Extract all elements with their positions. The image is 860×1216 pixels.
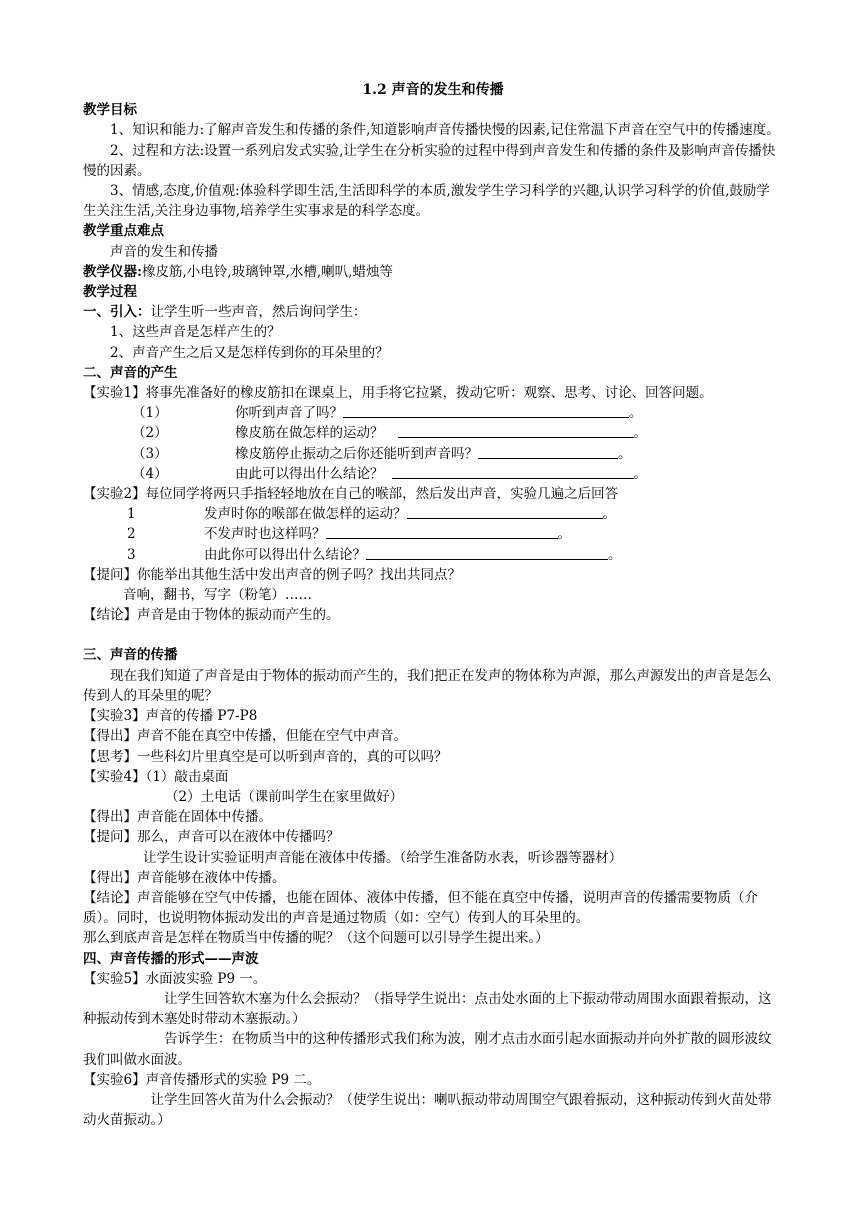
exp2-question-1 xyxy=(83,504,783,524)
intro-line xyxy=(83,302,783,322)
exp1-question-1 xyxy=(83,403,783,423)
s3-intro: 现在我们知道了声音是由于物体的振动而产生的，我们把正在发声的物体称为声源，那么声源发出的声音是怎么传到人的耳朵里的呢？ xyxy=(83,667,772,704)
s2-question-answer: 音响，翻书，写字（粉笔）…… xyxy=(123,587,312,604)
intro-heading: 一、引入： xyxy=(83,304,151,321)
s4-paragraph-3: 让学生回答火苗为什么会振动？（使学生说出：喇叭振动带动周围空气跟着振动，这种振动传到火苗处带动火苗振动。） xyxy=(83,1091,772,1129)
exp2-question-3 xyxy=(83,545,783,565)
goal-item-2: 2、过程和方法:设置一系列启发式实验,让学生在分析实验的过程中得到声音发生和传播的条件及影响声音传播快慢的因素。 xyxy=(83,142,776,179)
instruments-text: 橡皮筋,小电铃,玻璃钟罩,水槽,喇叭,蜡烛等 xyxy=(141,263,393,280)
experiment-4b: （2）土电话（课前叫学生在家里做好） xyxy=(165,788,404,805)
question-text: 由此你可以得出什么结论？ xyxy=(204,546,366,563)
experiment-6: 【实验6】声音传播形式的实验 P9 二。 xyxy=(83,1071,321,1088)
question-end: 。 xyxy=(608,546,622,563)
question-text: 发声时你的喉部在做怎样的运动？ xyxy=(204,506,407,523)
question-number: 2 xyxy=(127,526,136,543)
s3-design: 让学生设计实验证明声音能在液体中传播。（给学生准备防水表，听诊器等器材） xyxy=(143,849,623,866)
exp1-question-2 xyxy=(83,423,783,443)
key-text: 声音的发生和传播 xyxy=(110,243,218,260)
s4-paragraph-2: 告诉学生：在物质当中的这种传播形式我们称为波，刚才点击水面引起水面振动并向外扩散的圆形波纹我们叫做水面波。 xyxy=(83,1031,772,1068)
s2-conclusion: 【结论】声音是由于物体的振动而产生的。 xyxy=(83,607,340,624)
document-page xyxy=(83,80,783,1130)
question-text: 由此可以得出什么结论？ xyxy=(235,465,384,482)
experiment-4a: 【实验4】（1）敲击桌面 xyxy=(83,768,229,785)
answer-blank xyxy=(478,444,618,459)
question-end: 。 xyxy=(557,526,571,543)
question-end: 。 xyxy=(633,465,647,482)
s3-followup: 那么到底声音是怎样在物质当中传播的呢？（这个问题可以引导学生提出来。） xyxy=(83,930,549,947)
s2-question: 【提问】你能举出其他生活中发出声音的例子吗？找出共同点？ xyxy=(83,566,461,583)
question-number: 1 xyxy=(127,506,136,523)
answer-blank xyxy=(326,524,558,539)
s3-conclusion: 【结论】声音能够在空气中传播，也能在固体、液体中传播，但不能在真空中传播，说明声音的传播需要物质（介质）。同时，也说明物体振动发出的声音是通过物质（如：空气）传到人的耳朵里的。 xyxy=(83,889,758,927)
question-number: 3 xyxy=(127,546,136,563)
exp1-question-4 xyxy=(83,464,783,484)
s4-paragraph-1: 让学生回答软木塞为什么会振动？（指导学生说出：点击处水面的上下振动带动周围水面跟着振动，这种振动传到木塞处时带动木塞振动。） xyxy=(83,990,772,1028)
instruments-line xyxy=(83,262,783,282)
question-end: 。 xyxy=(633,425,647,442)
question-text: 橡皮筋停止振动之后你还能听到声音吗？ xyxy=(235,445,478,462)
intro-question-1: 1、这些声音是怎样产生的？ xyxy=(110,324,281,341)
experiment-3: 【实验3】声音的传播 P7-P8 xyxy=(83,708,258,725)
section-3-heading: 三、声音的传播 xyxy=(83,647,178,664)
instruments-label: 教学仪器: xyxy=(83,263,142,280)
s3-think: 【思考】一些科幻片里真空是可以听到声音的，真的可以吗？ xyxy=(83,748,448,765)
question-number: （2） xyxy=(132,425,168,442)
question-text: 橡皮筋在做怎样的运动？ xyxy=(235,425,384,442)
s3-result-1: 【得出】声音不能在真空中传播，但能在空气中声音。 xyxy=(83,728,407,745)
question-number: （4） xyxy=(132,465,168,482)
exp1-question-3 xyxy=(83,444,783,464)
s3-question: 【提问】那么，声音可以在液体中传播吗？ xyxy=(83,829,340,846)
experiment-1: 【实验1】将事先准备好的橡皮筋扣在课桌上，用手将它拉紧，拨动它听：观察、思考、讨论、回答问题。 xyxy=(83,385,713,402)
question-text: 你听到声音了吗？ xyxy=(235,405,343,422)
experiment-2: 【实验2】每位同学将两只手指轻轻地放在自己的喉部，然后发出声音，实验几遍之后回答 xyxy=(83,486,619,503)
experiment-5: 【实验5】水面波实验 P9 一。 xyxy=(83,970,267,987)
goals-heading: 教学目标 xyxy=(83,102,137,119)
question-text: 不发声时也这样吗？ xyxy=(204,526,326,543)
section-2-heading: 二、声音的产生 xyxy=(83,364,178,381)
answer-blank xyxy=(392,464,634,479)
key-heading: 教学重点难点 xyxy=(83,223,164,240)
exp2-question-2 xyxy=(83,524,783,544)
answer-blank xyxy=(398,423,634,438)
question-end: 。 xyxy=(602,506,616,523)
question-number: （3） xyxy=(132,445,168,462)
answer-blank xyxy=(343,403,629,418)
s3-result-2: 【得出】声音能在固体中传播。 xyxy=(83,809,272,826)
answer-blank xyxy=(366,545,608,560)
answer-blank xyxy=(407,504,603,519)
intro-text: 让学生听一些声音，然后询问学生： xyxy=(150,304,367,321)
question-end: 。 xyxy=(629,405,643,422)
spacer xyxy=(83,625,783,645)
s3-result-3: 【得出】声音能够在液体中传播。 xyxy=(83,869,286,886)
section-4-heading: 四、声音传播的形式——声波 xyxy=(83,950,259,967)
question-end: 。 xyxy=(618,445,632,462)
intro-question-2: 2、声音产生之后又是怎样传到你的耳朵里的？ xyxy=(110,344,389,361)
question-number: （1） xyxy=(132,405,168,422)
process-heading: 教学过程 xyxy=(83,284,137,301)
page-title: 1.2 声音的发生和传播 xyxy=(362,82,504,98)
goal-item-1: 1、知识和能力:了解声音发生和传播的条件,知道影响声音传播快慢的因素,记住常温下声音在空气中的传播速度。 xyxy=(110,122,780,139)
goal-item-3: 3、情感,态度,价值观:体验科学即生活,生活即科学的本质,激发学生学习科学的兴趣,认识学习科学的价值,鼓励学生关注生活,关注身边事物,培养学生实事求是的科学态度。 xyxy=(83,183,770,220)
